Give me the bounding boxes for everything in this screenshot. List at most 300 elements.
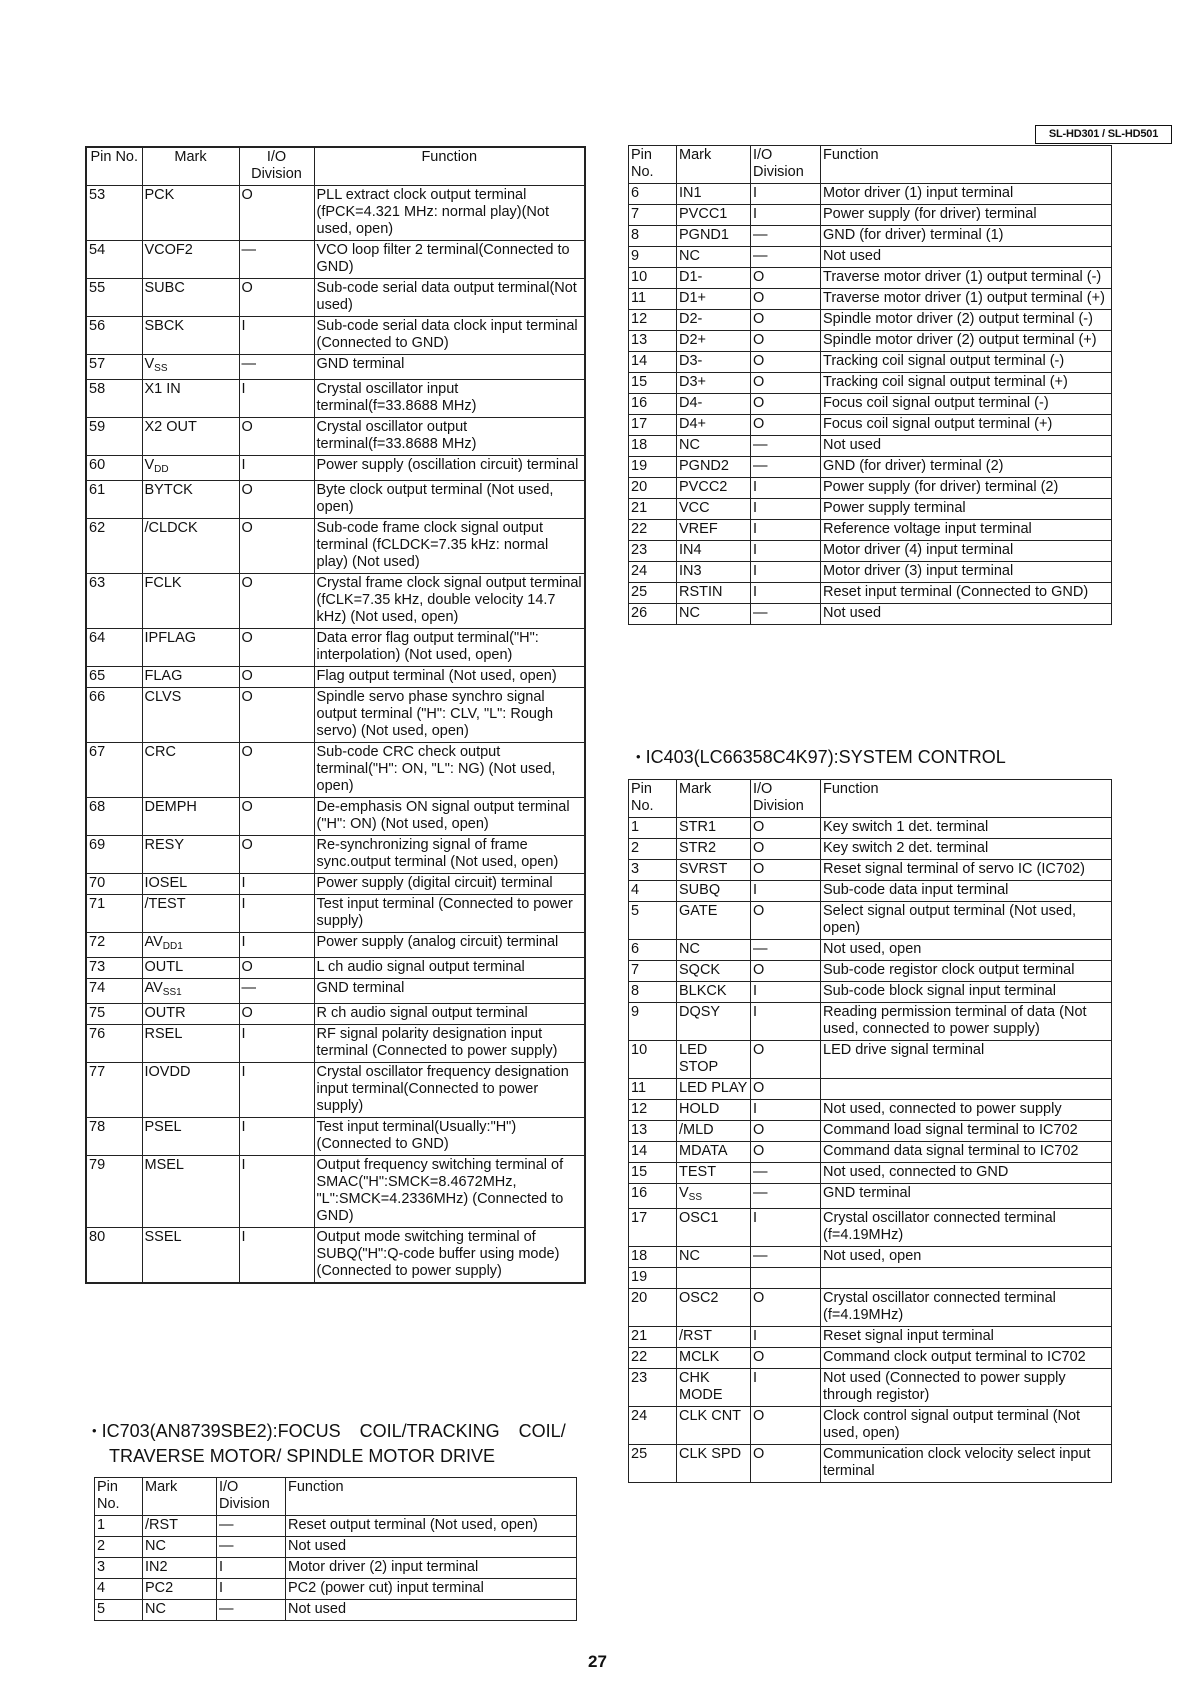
pin-number: 12 [629, 1100, 677, 1121]
table-row [95, 1516, 577, 1537]
pin-io-division: I [751, 499, 821, 520]
pin-function: Motor driver (4) input terminal [821, 541, 1112, 562]
pin-number: 15 [629, 373, 677, 394]
pin-function: Spindle servo phase synchro signal output terminal ("H": CLV, "L": Rough servo) (Not used, open) [314, 688, 585, 743]
table-row [629, 818, 1112, 839]
pin-function: Key switch 2 det. terminal [821, 839, 1112, 860]
pin-number: 23 [629, 541, 677, 562]
ic703-title-line1: IC703(AN8739SBE2):FOCUS COIL/TRACKING COIL/ [101, 1421, 566, 1441]
pin-mark [143, 1579, 217, 1600]
pin-io-division: O [751, 839, 821, 860]
pin-mark [677, 1003, 751, 1041]
table-row [629, 604, 1112, 625]
pin-mark [142, 688, 239, 743]
pin-function: L ch audio signal output terminal [314, 958, 585, 979]
pin-io-division: O [751, 902, 821, 940]
pin-mark-text: PGND1 [679, 227, 729, 243]
pin-io-division: — [751, 604, 821, 625]
pin-io-division: — [751, 457, 821, 478]
pin-mark [143, 1537, 217, 1558]
pin-io-division: — [751, 247, 821, 268]
pin-number: 14 [629, 352, 677, 373]
pin-number: 61 [86, 481, 142, 519]
pin-io-division: — [751, 1163, 821, 1184]
pin-io-division: O [751, 1121, 821, 1142]
pin-number: 24 [629, 562, 677, 583]
pin-mark [677, 881, 751, 902]
pin-mark [142, 355, 239, 380]
pin-function: Tracking coil signal output terminal (-) [821, 352, 1112, 373]
pin-number: 72 [86, 933, 142, 958]
table-row [86, 355, 585, 380]
pin-function: Power supply (for driver) terminal [821, 205, 1112, 226]
pin-function: Key switch 1 det. terminal [821, 818, 1112, 839]
pin-io-division: I [751, 562, 821, 583]
pin-number: 67 [86, 743, 142, 798]
pin-mark-text: RSTIN [679, 584, 723, 600]
pin-number: 66 [86, 688, 142, 743]
pin-function: Focus coil signal output terminal (+) [821, 415, 1112, 436]
pin-mark-text: SUBQ [679, 882, 721, 898]
pin-mark-text: OUTR [144, 1005, 186, 1021]
pin-function: Not used [821, 436, 1112, 457]
pin-mark-text: HOLD [679, 1101, 720, 1117]
pin-io-division: I [751, 881, 821, 902]
pin-io-division: I [239, 1156, 314, 1228]
pin-function: GND (for driver) terminal (2) [821, 457, 1112, 478]
pin-io-division: O [239, 418, 314, 456]
pin-mark-text: D1- [679, 269, 703, 285]
pin-mark-text: PVCC2 [679, 479, 728, 495]
pin-mark-text: IN4 [679, 542, 702, 558]
table-row [86, 688, 585, 743]
pin-table-ic703-part2 [628, 145, 1112, 625]
pin-io-division: O [751, 268, 821, 289]
pin-mark [142, 1063, 239, 1118]
pin-function: Spindle motor driver (2) output terminal (+) [821, 331, 1112, 352]
table-row [629, 541, 1112, 562]
pin-mark [677, 205, 751, 226]
pin-number: 20 [629, 1289, 677, 1327]
pin-number: 16 [629, 1184, 677, 1209]
table-row [86, 1118, 585, 1156]
pin-io-division: I [239, 317, 314, 355]
header-pin: Pin No. [629, 780, 677, 818]
table-row [629, 1407, 1112, 1445]
pin-mark [677, 478, 751, 499]
pin-io-division: O [751, 1289, 821, 1327]
pin-mark [142, 874, 239, 895]
table-row [629, 394, 1112, 415]
pin-mark-text: /RST [145, 1517, 179, 1533]
table-row [86, 895, 585, 933]
pin-number: 4 [95, 1579, 143, 1600]
pin-function: Not used [821, 247, 1112, 268]
pin-number: 24 [629, 1407, 677, 1445]
pin-io-division: O [751, 860, 821, 881]
pin-number: 76 [86, 1025, 142, 1063]
pin-io-division: — [239, 355, 314, 380]
pin-number: 58 [86, 380, 142, 418]
pin-mark [677, 310, 751, 331]
table-row [86, 1025, 585, 1063]
header-mark: Mark [677, 146, 751, 184]
pin-number: 55 [86, 279, 142, 317]
table-row [629, 1184, 1112, 1209]
pin-mark [142, 667, 239, 688]
table-row [629, 289, 1112, 310]
pin-number: 2 [95, 1537, 143, 1558]
pin-function: Re-synchronizing signal of frame sync.output terminal (Not used, open) [314, 836, 585, 874]
pin-mark [677, 583, 751, 604]
ic703-title-line2: TRAVERSE MOTOR/ SPINDLE MOTOR DRIVE [109, 1446, 496, 1466]
pin-function [821, 1268, 1112, 1289]
pin-mark [677, 289, 751, 310]
pin-mark-text: IN1 [679, 185, 702, 201]
pin-function: GND terminal [821, 1184, 1112, 1209]
pin-number: 56 [86, 317, 142, 355]
pin-number: 25 [629, 1445, 677, 1483]
pin-number: 23 [629, 1369, 677, 1407]
pin-function [821, 1079, 1112, 1100]
pin-mark-text: AV [144, 934, 163, 950]
pin-io-division: I [239, 1063, 314, 1118]
table-row [629, 226, 1112, 247]
header-pin: Pin No. [629, 146, 677, 184]
pin-mark [677, 457, 751, 478]
pin-io-division: — [239, 979, 314, 1004]
pin-mark-subscript: DD1 [162, 941, 183, 952]
pin-mark [677, 1041, 751, 1079]
pin-mark-text: D2- [679, 311, 703, 327]
pin-io-division: O [751, 415, 821, 436]
pin-mark-subscript: DD [154, 464, 169, 475]
pin-io-division: O [239, 279, 314, 317]
pin-mark [677, 562, 751, 583]
section-heading-ic703 [92, 1418, 592, 1469]
pin-mark-text: NC [679, 248, 700, 264]
table-row [629, 520, 1112, 541]
pin-number: 1 [95, 1516, 143, 1537]
pin-mark-text: NC [679, 437, 700, 453]
pin-io-division: I [751, 541, 821, 562]
pin-mark [142, 836, 239, 874]
pin-mark [142, 1228, 239, 1284]
pin-mark [677, 541, 751, 562]
pin-io-division: I [239, 874, 314, 895]
pin-function: Reset input terminal (Connected to GND) [821, 583, 1112, 604]
pin-number: 5 [95, 1600, 143, 1621]
pin-mark [142, 979, 239, 1004]
pin-io-division: O [751, 1079, 821, 1100]
pin-mark [677, 818, 751, 839]
pin-function: Sub-code registor clock output terminal [821, 961, 1112, 982]
table-row [86, 667, 585, 688]
pin-mark [677, 268, 751, 289]
pin-mark-text: D4- [679, 395, 703, 411]
pin-mark-text: OSC1 [679, 1210, 719, 1226]
pin-number: 25 [629, 583, 677, 604]
pin-function: VCO loop filter 2 terminal(Connected to GND) [314, 241, 585, 279]
pin-io-division: I [751, 982, 821, 1003]
table-row [86, 1004, 585, 1025]
pin-function: Sub-code serial data clock input terminal (Connected to GND) [314, 317, 585, 355]
pin-mark-text: PC2 [145, 1580, 174, 1596]
pin-mark-text: SQCK [679, 962, 721, 978]
pin-mark [677, 1268, 751, 1289]
pin-mark-text: OUTL [144, 959, 184, 975]
pin-mark [142, 958, 239, 979]
pin-mark-text: RESY [144, 837, 184, 853]
pin-number: 19 [629, 457, 677, 478]
pin-mark [677, 1327, 751, 1348]
header-pin: Pin No. [86, 147, 142, 186]
pin-mark-text: IN2 [145, 1559, 168, 1575]
pin-number: 7 [629, 205, 677, 226]
pin-io-division: — [751, 940, 821, 961]
pin-mark-text: CRC [144, 744, 176, 760]
pin-function: Test input terminal(Usually:"H") (Connected to GND) [314, 1118, 585, 1156]
pin-mark [142, 1025, 239, 1063]
pin-mark [142, 241, 239, 279]
table-row [629, 881, 1112, 902]
pin-io-division: O [751, 394, 821, 415]
pin-io-division: I [217, 1558, 286, 1579]
pin-number: 70 [86, 874, 142, 895]
pin-table-ic703-part1 [94, 1477, 577, 1621]
pin-number: 9 [629, 1003, 677, 1041]
pin-mark-text: D4+ [679, 416, 707, 432]
pin-function: Sub-code serial data output terminal(Not used) [314, 279, 585, 317]
pin-mark-text: /RST [679, 1328, 713, 1344]
table-row [629, 1003, 1112, 1041]
pin-mark [677, 436, 751, 457]
table-row [86, 874, 585, 895]
pin-number: 3 [95, 1558, 143, 1579]
bullet-icon: • [92, 1423, 97, 1438]
pin-mark [677, 184, 751, 205]
pin-function: R ch audio signal output terminal [314, 1004, 585, 1025]
pin-mark [677, 1445, 751, 1483]
table-row [86, 629, 585, 667]
pin-function: De-emphasis ON signal output terminal ("H": ON) (Not used, open) [314, 798, 585, 836]
pin-function: Power supply terminal [821, 499, 1112, 520]
header-io: I/O Division [239, 147, 314, 186]
pin-function: Reading permission terminal of data (Not used, connected to power supply) [821, 1003, 1112, 1041]
pin-function: Byte clock output terminal (Not used, open) [314, 481, 585, 519]
pin-number: 18 [629, 1247, 677, 1268]
table-row [629, 499, 1112, 520]
pin-mark [142, 279, 239, 317]
pin-number: 3 [629, 860, 677, 881]
pin-function: Not used, open [821, 940, 1112, 961]
pin-mark-text: BLKCK [679, 983, 727, 999]
pin-io-division: I [239, 380, 314, 418]
pin-io-division: I [239, 895, 314, 933]
pin-number: 5 [629, 902, 677, 940]
pin-number: 60 [86, 456, 142, 481]
pin-mark [142, 1118, 239, 1156]
bullet-icon: • [636, 749, 641, 764]
model-tag: SL-HD301 / SL-HD501 [1035, 125, 1172, 144]
pin-function: Focus coil signal output terminal (-) [821, 394, 1112, 415]
table-row [629, 205, 1112, 226]
table-row [95, 1558, 577, 1579]
pin-mark-text: DEMPH [144, 799, 197, 815]
table-row [629, 1142, 1112, 1163]
pin-mark [677, 839, 751, 860]
pin-function: Motor driver (3) input terminal [821, 562, 1112, 583]
pin-function: PLL extract clock output terminal (fPCK=4.321 MHz: normal play)(Not used, open) [314, 186, 585, 241]
pin-mark-text: OSC2 [679, 1290, 719, 1306]
header-io: I/O Division [751, 146, 821, 184]
table-row [86, 481, 585, 519]
pin-function: Power supply (analog circuit) terminal [314, 933, 585, 958]
pin-io-division: O [751, 1445, 821, 1483]
pin-number: 7 [629, 961, 677, 982]
table-row [629, 1445, 1112, 1483]
pin-function: Clock control signal output terminal (Not used, open) [821, 1407, 1112, 1445]
pin-io-division: O [239, 481, 314, 519]
pin-mark [677, 247, 751, 268]
pin-io-division: I [751, 184, 821, 205]
pin-io-division: I [239, 456, 314, 481]
pin-mark [143, 1558, 217, 1579]
pin-mark [142, 629, 239, 667]
pin-mark [142, 895, 239, 933]
table-row [629, 961, 1112, 982]
pin-function: Not used [286, 1600, 577, 1621]
pin-mark [677, 373, 751, 394]
pin-mark [677, 961, 751, 982]
pin-mark-text: X2 OUT [144, 419, 197, 435]
table-row [629, 860, 1112, 881]
table-row [629, 902, 1112, 940]
pin-function: Reset signal terminal of servo IC (IC702) [821, 860, 1112, 881]
pin-mark-text: FLAG [144, 668, 183, 684]
pin-number: 10 [629, 268, 677, 289]
pin-mark [677, 352, 751, 373]
table-row [86, 933, 585, 958]
table-row [86, 380, 585, 418]
pin-function: Communication clock velocity select input terminal [821, 1445, 1112, 1483]
pin-mark [677, 1184, 751, 1209]
table-row [629, 457, 1112, 478]
pin-function: Not used (Connected to power supply through registor) [821, 1369, 1112, 1407]
pin-mark-text: PVCC1 [679, 206, 728, 222]
header-mark: Mark [677, 780, 751, 818]
header-function: Function [314, 147, 585, 186]
pin-io-division: I [751, 205, 821, 226]
table-row [629, 839, 1112, 860]
pin-function: Traverse motor driver (1) output terminal (+) [821, 289, 1112, 310]
pin-function: Not used, connected to GND [821, 1163, 1112, 1184]
header-pin: Pin No. [95, 1478, 143, 1516]
pin-mark-text: VREF [679, 521, 718, 537]
pin-mark-text: LED PLAY [679, 1080, 748, 1096]
pin-number: 21 [629, 1327, 677, 1348]
header-mark: Mark [142, 147, 239, 186]
pin-io-division: O [239, 629, 314, 667]
pin-function: Not used [286, 1537, 577, 1558]
pin-number: 8 [629, 226, 677, 247]
pin-io-division: — [751, 226, 821, 247]
pin-number: 54 [86, 241, 142, 279]
pin-io-division: O [751, 331, 821, 352]
pin-number: 73 [86, 958, 142, 979]
pin-mark [677, 331, 751, 352]
pin-number: 77 [86, 1063, 142, 1118]
pin-mark [677, 940, 751, 961]
pin-mark [677, 982, 751, 1003]
pin-number: 15 [629, 1163, 677, 1184]
pin-mark-text: PCK [144, 187, 175, 203]
pin-io-division: O [239, 186, 314, 241]
pin-mark-text: CLK CNT [679, 1408, 742, 1424]
table-row [629, 1268, 1112, 1289]
pin-function: GND (for driver) terminal (1) [821, 226, 1112, 247]
pin-io-division: I [239, 933, 314, 958]
pin-io-division: I [239, 1228, 314, 1284]
pin-io-division: O [239, 667, 314, 688]
pin-function: Spindle motor driver (2) output terminal (-) [821, 310, 1112, 331]
table-row [86, 836, 585, 874]
pin-io-division: I [751, 1100, 821, 1121]
pin-number: 14 [629, 1142, 677, 1163]
pin-mark [142, 317, 239, 355]
pin-mark [677, 1369, 751, 1407]
table-row [86, 958, 585, 979]
table-row [629, 415, 1112, 436]
pin-mark-text: X1 IN [144, 381, 181, 397]
pin-mark-text: GATE [679, 903, 718, 919]
pin-number: 10 [629, 1041, 677, 1079]
pin-io-division: O [751, 818, 821, 839]
table-row [629, 1289, 1112, 1327]
table-row [86, 1228, 585, 1284]
table-row [629, 1348, 1112, 1369]
pin-mark [677, 1121, 751, 1142]
pin-number: 26 [629, 604, 677, 625]
pin-number: 80 [86, 1228, 142, 1284]
pin-mark-subscript: SS1 [162, 987, 182, 998]
pin-io-division: O [751, 1407, 821, 1445]
pin-function: Tracking coil signal output terminal (+) [821, 373, 1112, 394]
pin-mark [142, 186, 239, 241]
pin-function: Sub-code data input terminal [821, 881, 1112, 902]
table-row [95, 1579, 577, 1600]
pin-io-division: O [751, 373, 821, 394]
pin-number: 6 [629, 184, 677, 205]
pin-mark [677, 1407, 751, 1445]
table-row [629, 1209, 1112, 1247]
pin-io-division: O [239, 958, 314, 979]
pin-mark-text: SUBC [144, 280, 185, 296]
pin-io-division: I [751, 520, 821, 541]
pin-mark-text: NC [679, 941, 700, 957]
pin-function: Data error flag output terminal("H": interpolation) (Not used, open) [314, 629, 585, 667]
pin-io-division: I [751, 1327, 821, 1348]
pin-function: Power supply (oscillation circuit) terminal [314, 456, 585, 481]
pin-mark-text: D2+ [679, 332, 707, 348]
pin-number: 62 [86, 519, 142, 574]
pin-function: LED drive signal terminal [821, 1041, 1112, 1079]
table-row [86, 418, 585, 456]
pin-function: Crystal frame clock signal output terminal (fCLK=7.35 kHz, double velocity 14.7 kHz) (Not used, open) [314, 574, 585, 629]
pin-number: 13 [629, 1121, 677, 1142]
pin-io-division: I [217, 1579, 286, 1600]
pin-mark-text: FCLK [144, 575, 182, 591]
